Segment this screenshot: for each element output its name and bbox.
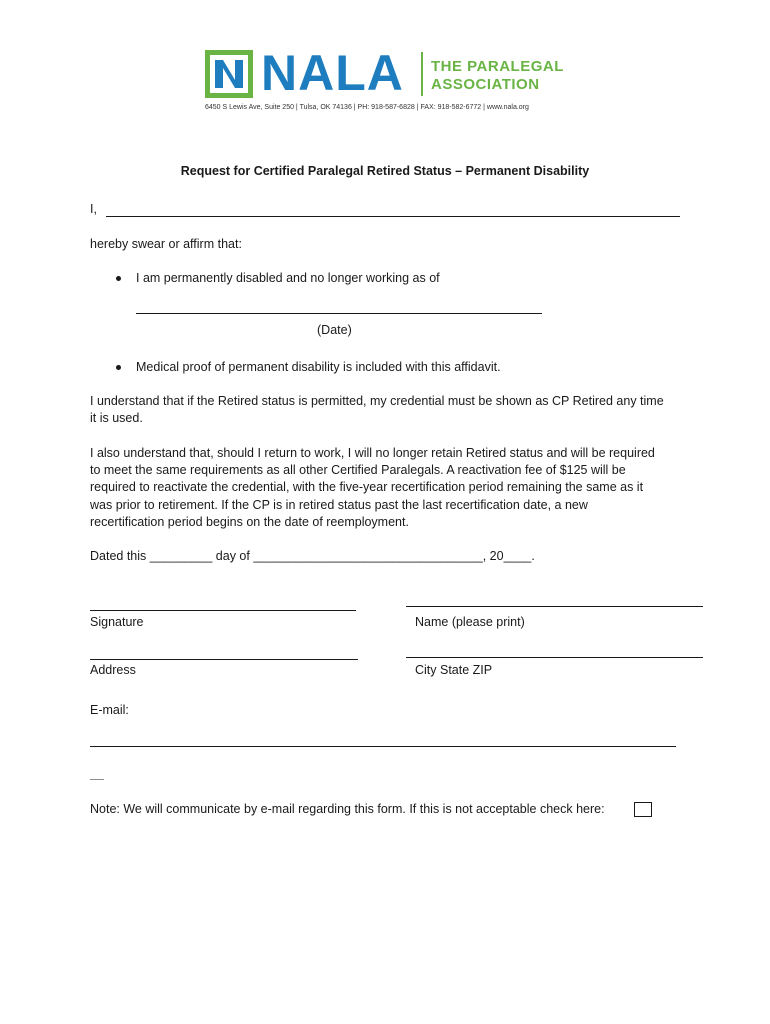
dash-mark: __ [90, 767, 104, 781]
paragraph-2-line-5: recertification period begins on the date of reemployment. [90, 515, 409, 529]
nala-logo [205, 45, 575, 118]
bullet-1-marker [116, 276, 121, 281]
email-label: E-mail: [90, 703, 129, 717]
logo-tagline-line-2: ASSOCIATION [431, 76, 540, 93]
paragraph-1-line-2: it is used. [90, 411, 143, 425]
logo-divider [421, 52, 423, 96]
logo-tagline-line-1: THE PARALEGAL [431, 58, 564, 75]
logo-wordmark: NALA [261, 45, 404, 101]
nala-logo-mark-icon [205, 50, 253, 98]
i-label: I, [90, 202, 97, 216]
paragraph-1-line-1: I understand that if the Retired status is permitted, my credential must be shown as CP Retired any time [90, 394, 664, 408]
email-line[interactable] [90, 746, 676, 747]
name-line[interactable] [406, 606, 703, 607]
address-line[interactable] [90, 659, 358, 660]
signature-line[interactable] [90, 610, 356, 611]
paragraph-2-line-4: was prior to retirement. If the CP is in retired status past the last recertification date, a new [90, 498, 588, 512]
bullet-2-text: Medical proof of permanent disability is included with this affidavit. [136, 360, 501, 374]
swear-statement: hereby swear or affirm that: [90, 237, 242, 251]
address-label: Address [90, 663, 136, 677]
city-state-zip-line[interactable] [406, 657, 703, 658]
form-title: Request for Certified Paralegal Retired Status – Permanent Disability [180, 164, 590, 178]
date-line[interactable] [136, 313, 542, 314]
organization-address: 6450 S Lewis Ave, Suite 250 | Tulsa, OK 74136 | PH: 918-587-6828 | FAX: 918-582-6772 | www.nala.org [205, 104, 529, 111]
paragraph-2-line-1: I also understand that, should I return to work, I will no longer retain Retired status and will be required [90, 446, 655, 460]
bullet-2-marker [116, 365, 121, 370]
date-label: (Date) [317, 323, 352, 337]
name-label: Name (please print) [415, 615, 525, 629]
city-state-zip-label: City State ZIP [415, 663, 493, 677]
signature-label: Signature [90, 615, 144, 629]
paragraph-2-line-2: to meet the same requirements as all other Certified Paralegals. A reactivation fee of $125 will be [90, 463, 626, 477]
opt-out-checkbox[interactable] [634, 802, 652, 817]
bullet-1-text: I am permanently disabled and no longer working as of [136, 271, 440, 285]
name-declaration-line[interactable] [106, 216, 680, 217]
paragraph-2-line-3: required to reactivate the credential, with the five-year recertification period remaining the same as it [90, 480, 644, 494]
note-text: Note: We will communicate by e-mail regarding this form. If this is not acceptable check here: [90, 802, 605, 816]
dated-line[interactable]: Dated this _________ day of _________________________________, 20____. [90, 549, 535, 563]
